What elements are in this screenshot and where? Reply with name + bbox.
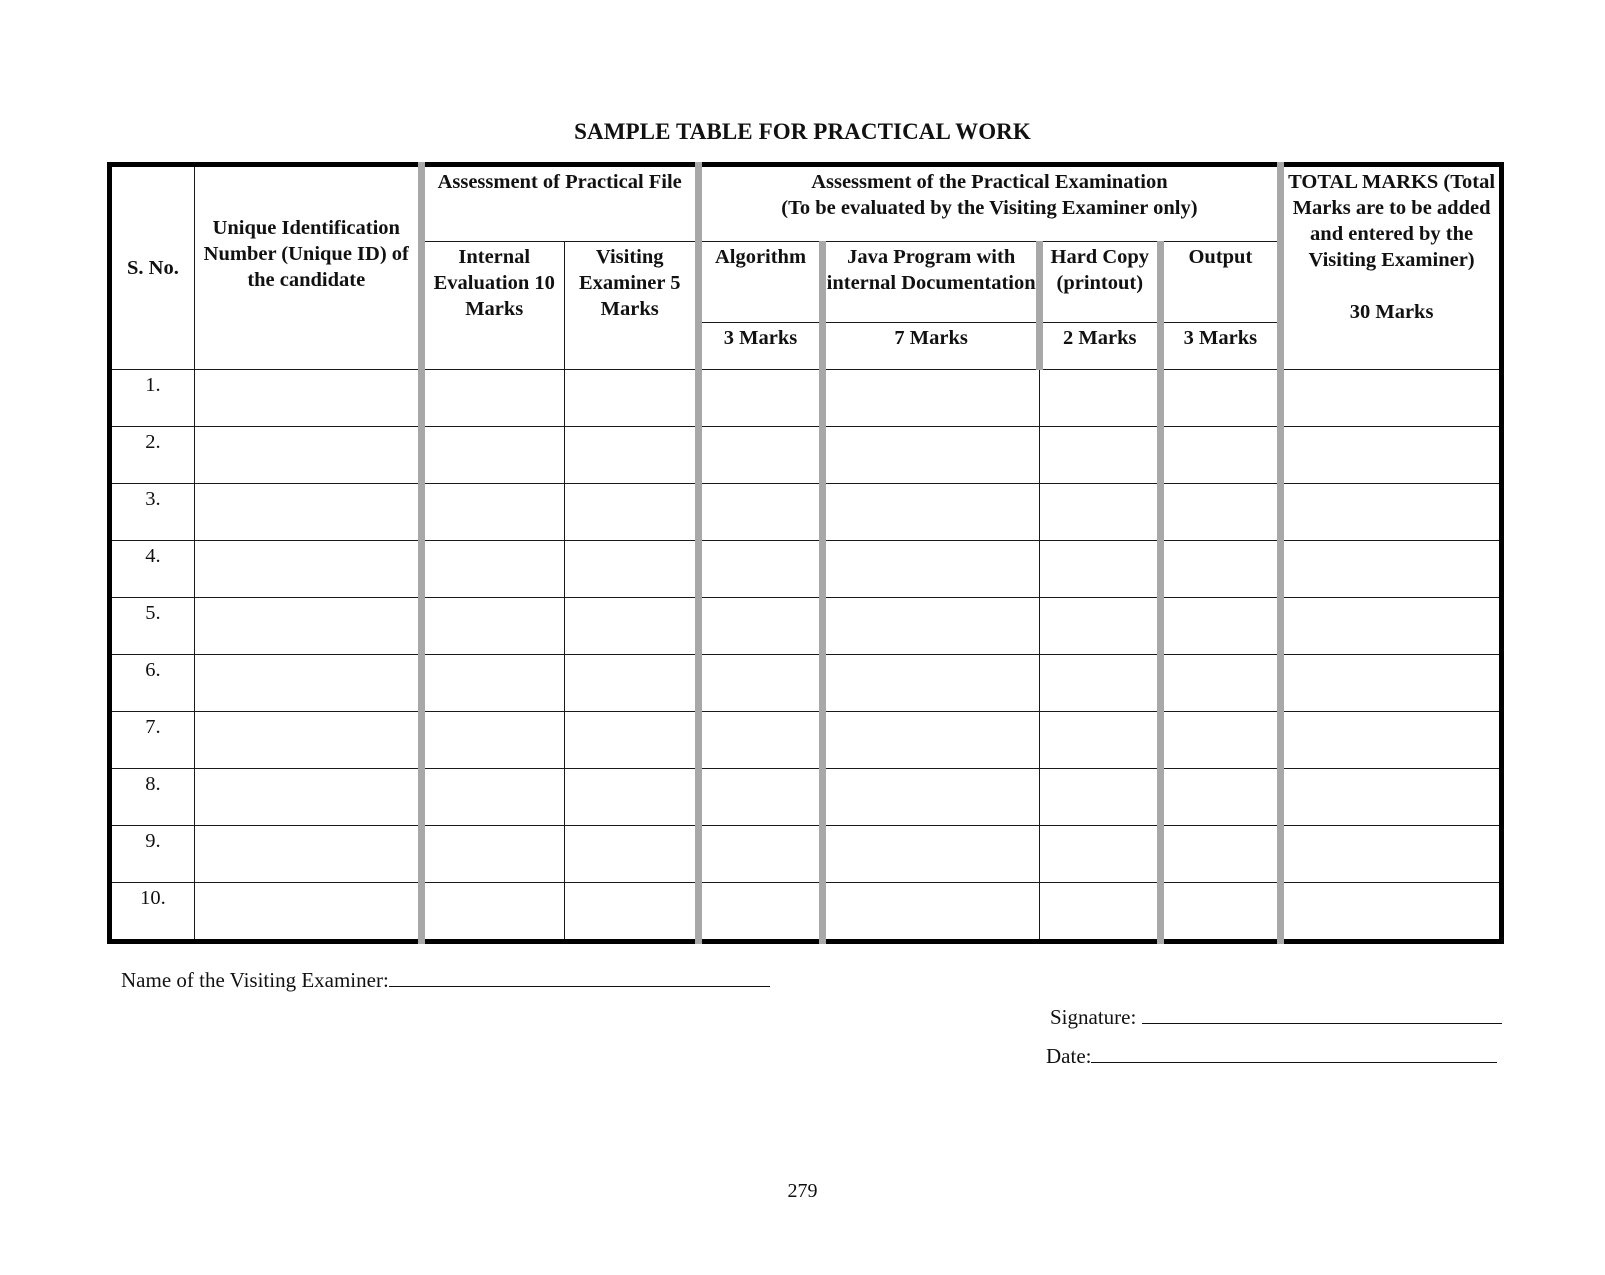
- header-practical-exam-note: (To be evaluated by the Visiting Examiner only): [781, 197, 1198, 219]
- table-cell[interactable]: [698, 826, 823, 883]
- table-cell[interactable]: [564, 826, 698, 883]
- header-practical-exam-group: [698, 165, 1281, 242]
- page-number: 279: [787, 1180, 818, 1202]
- table-row: [110, 370, 1502, 427]
- table-cell[interactable]: [194, 370, 421, 427]
- table-cell[interactable]: [564, 712, 698, 769]
- table-cell[interactable]: [1281, 769, 1502, 826]
- table-cell[interactable]: [421, 484, 564, 541]
- table-cell[interactable]: [421, 655, 564, 712]
- table-cell[interactable]: [698, 769, 823, 826]
- table-row: [110, 655, 1502, 712]
- table-cell[interactable]: [823, 769, 1040, 826]
- table-cell[interactable]: [194, 712, 421, 769]
- table-cell[interactable]: [823, 883, 1040, 942]
- table-cell[interactable]: [698, 427, 823, 484]
- table-cell[interactable]: [1039, 826, 1160, 883]
- table-cell[interactable]: [1160, 769, 1281, 826]
- table-cell[interactable]: [564, 655, 698, 712]
- table-cell[interactable]: [421, 370, 564, 427]
- table-cell[interactable]: [823, 712, 1040, 769]
- table-cell[interactable]: [1281, 541, 1502, 598]
- table-cell[interactable]: [1160, 655, 1281, 712]
- table-cell[interactable]: [564, 427, 698, 484]
- table-cell[interactable]: [194, 826, 421, 883]
- table-cell[interactable]: [1160, 427, 1281, 484]
- header-row-groups: [110, 165, 1502, 242]
- table-cell[interactable]: [1039, 370, 1160, 427]
- table-cell[interactable]: [1160, 598, 1281, 655]
- table-cell[interactable]: [564, 541, 698, 598]
- row-serial-number: 7.: [110, 712, 195, 769]
- table-cell[interactable]: [1039, 655, 1160, 712]
- examiner-name-field: [121, 968, 770, 993]
- practical-marks-table: [107, 162, 1504, 944]
- table-body: [110, 370, 1502, 942]
- table-cell[interactable]: [194, 769, 421, 826]
- table-cell[interactable]: [1281, 655, 1502, 712]
- table-cell[interactable]: [823, 826, 1040, 883]
- signature-line[interactable]: [1142, 1005, 1502, 1024]
- header-algorithm: Algorithm: [698, 242, 823, 323]
- table-cell[interactable]: [194, 883, 421, 942]
- table-cell[interactable]: [1281, 883, 1502, 942]
- table-cell[interactable]: [698, 883, 823, 942]
- row-serial-number: 5.: [110, 598, 195, 655]
- table-cell[interactable]: [421, 541, 564, 598]
- header-output: Output: [1160, 242, 1281, 323]
- table-cell[interactable]: [1039, 883, 1160, 942]
- table-cell[interactable]: [823, 598, 1040, 655]
- examiner-name-label: Name of the Visiting Examiner:: [121, 968, 389, 992]
- signature-field: [1050, 1005, 1502, 1030]
- row-serial-number: 1.: [110, 370, 195, 427]
- table-row: [110, 598, 1502, 655]
- date-line[interactable]: [1091, 1044, 1497, 1063]
- row-serial-number: 3.: [110, 484, 195, 541]
- table-cell[interactable]: [421, 427, 564, 484]
- table-cell[interactable]: [1039, 484, 1160, 541]
- row-serial-number: 8.: [110, 769, 195, 826]
- table-cell[interactable]: [1281, 826, 1502, 883]
- row-serial-number: 9.: [110, 826, 195, 883]
- table-cell[interactable]: [1039, 427, 1160, 484]
- table-cell[interactable]: [421, 883, 564, 942]
- table-cell[interactable]: [1160, 484, 1281, 541]
- table-cell[interactable]: [564, 484, 698, 541]
- table-row: [110, 427, 1502, 484]
- header-practical-file-group: Assessment of Practical File: [421, 165, 698, 242]
- table-cell[interactable]: [823, 427, 1040, 484]
- row-serial-number: 6.: [110, 655, 195, 712]
- table-row: [110, 883, 1502, 942]
- table-cell[interactable]: [564, 883, 698, 942]
- table-cell[interactable]: [1281, 427, 1502, 484]
- table-cell[interactable]: [421, 769, 564, 826]
- table-cell[interactable]: [1039, 769, 1160, 826]
- table-cell[interactable]: [1039, 541, 1160, 598]
- header-practical-exam-title: Assessment of the Practical Examination: [811, 171, 1168, 193]
- date-field: [1046, 1044, 1497, 1069]
- header-sno: S. No.: [110, 165, 195, 370]
- table-cell[interactable]: [1281, 484, 1502, 541]
- row-serial-number: 10.: [110, 883, 195, 942]
- table-cell[interactable]: [1160, 541, 1281, 598]
- table-cell[interactable]: [1281, 598, 1502, 655]
- table-row: [110, 484, 1502, 541]
- header-total-marks: [1281, 165, 1502, 370]
- table-row: [110, 541, 1502, 598]
- table-cell[interactable]: [564, 370, 698, 427]
- table-cell[interactable]: [698, 655, 823, 712]
- header-java-program: Java Program with internal Documentation: [823, 242, 1040, 323]
- table-row: [110, 826, 1502, 883]
- header-java-marks: 7 Marks: [823, 323, 1040, 370]
- table-row: [110, 712, 1502, 769]
- examiner-name-line[interactable]: [389, 968, 770, 987]
- table-cell[interactable]: [1039, 598, 1160, 655]
- table-cell[interactable]: [823, 541, 1040, 598]
- table-cell[interactable]: [698, 541, 823, 598]
- table-cell[interactable]: [698, 484, 823, 541]
- header-visiting-examiner: Visiting Examiner 5 Marks: [564, 242, 698, 370]
- table-cell[interactable]: [823, 655, 1040, 712]
- table-cell[interactable]: [823, 484, 1040, 541]
- table-cell[interactable]: [421, 826, 564, 883]
- table-cell[interactable]: [564, 598, 698, 655]
- table-cell[interactable]: [1160, 826, 1281, 883]
- table-cell[interactable]: [194, 541, 421, 598]
- header-hard-copy: Hard Copy (printout): [1039, 242, 1160, 323]
- row-serial-number: 2.: [110, 427, 195, 484]
- header-total-marks-label: TOTAL MARKS (Total Marks are to be added and entered by the Visiting Examiner): [1288, 171, 1496, 271]
- header-total-marks-value: 30 Marks: [1349, 301, 1434, 323]
- table-cell[interactable]: [1160, 712, 1281, 769]
- table-cell[interactable]: [194, 427, 421, 484]
- table-cell[interactable]: [564, 769, 698, 826]
- table-cell[interactable]: [1160, 883, 1281, 942]
- table-row: [110, 769, 1502, 826]
- date-label: Date:: [1046, 1044, 1092, 1068]
- header-hard-copy-marks: 2 Marks: [1039, 323, 1160, 370]
- table-cell[interactable]: [194, 484, 421, 541]
- table-cell[interactable]: [194, 655, 421, 712]
- table-cell[interactable]: [1281, 370, 1502, 427]
- table-cell[interactable]: [823, 370, 1040, 427]
- table-cell[interactable]: [1039, 712, 1160, 769]
- row-serial-number: 4.: [110, 541, 195, 598]
- table-cell[interactable]: [698, 712, 823, 769]
- header-internal-evaluation: Internal Evaluation 10 Marks: [421, 242, 564, 370]
- table-cell[interactable]: [421, 712, 564, 769]
- table-cell[interactable]: [1281, 712, 1502, 769]
- table-cell[interactable]: [194, 598, 421, 655]
- header-output-marks: 3 Marks: [1160, 323, 1281, 370]
- table-cell[interactable]: [421, 598, 564, 655]
- header-unique-id: Unique Identification Number (Unique ID) of the candidate: [194, 165, 421, 370]
- table-cell[interactable]: [698, 370, 823, 427]
- signature-label: Signature:: [1050, 1005, 1142, 1029]
- table-cell[interactable]: [1160, 370, 1281, 427]
- header-algorithm-marks: 3 Marks: [698, 323, 823, 370]
- page-title: SAMPLE TABLE FOR PRACTICAL WORK: [574, 119, 1031, 144]
- table-cell[interactable]: [698, 598, 823, 655]
